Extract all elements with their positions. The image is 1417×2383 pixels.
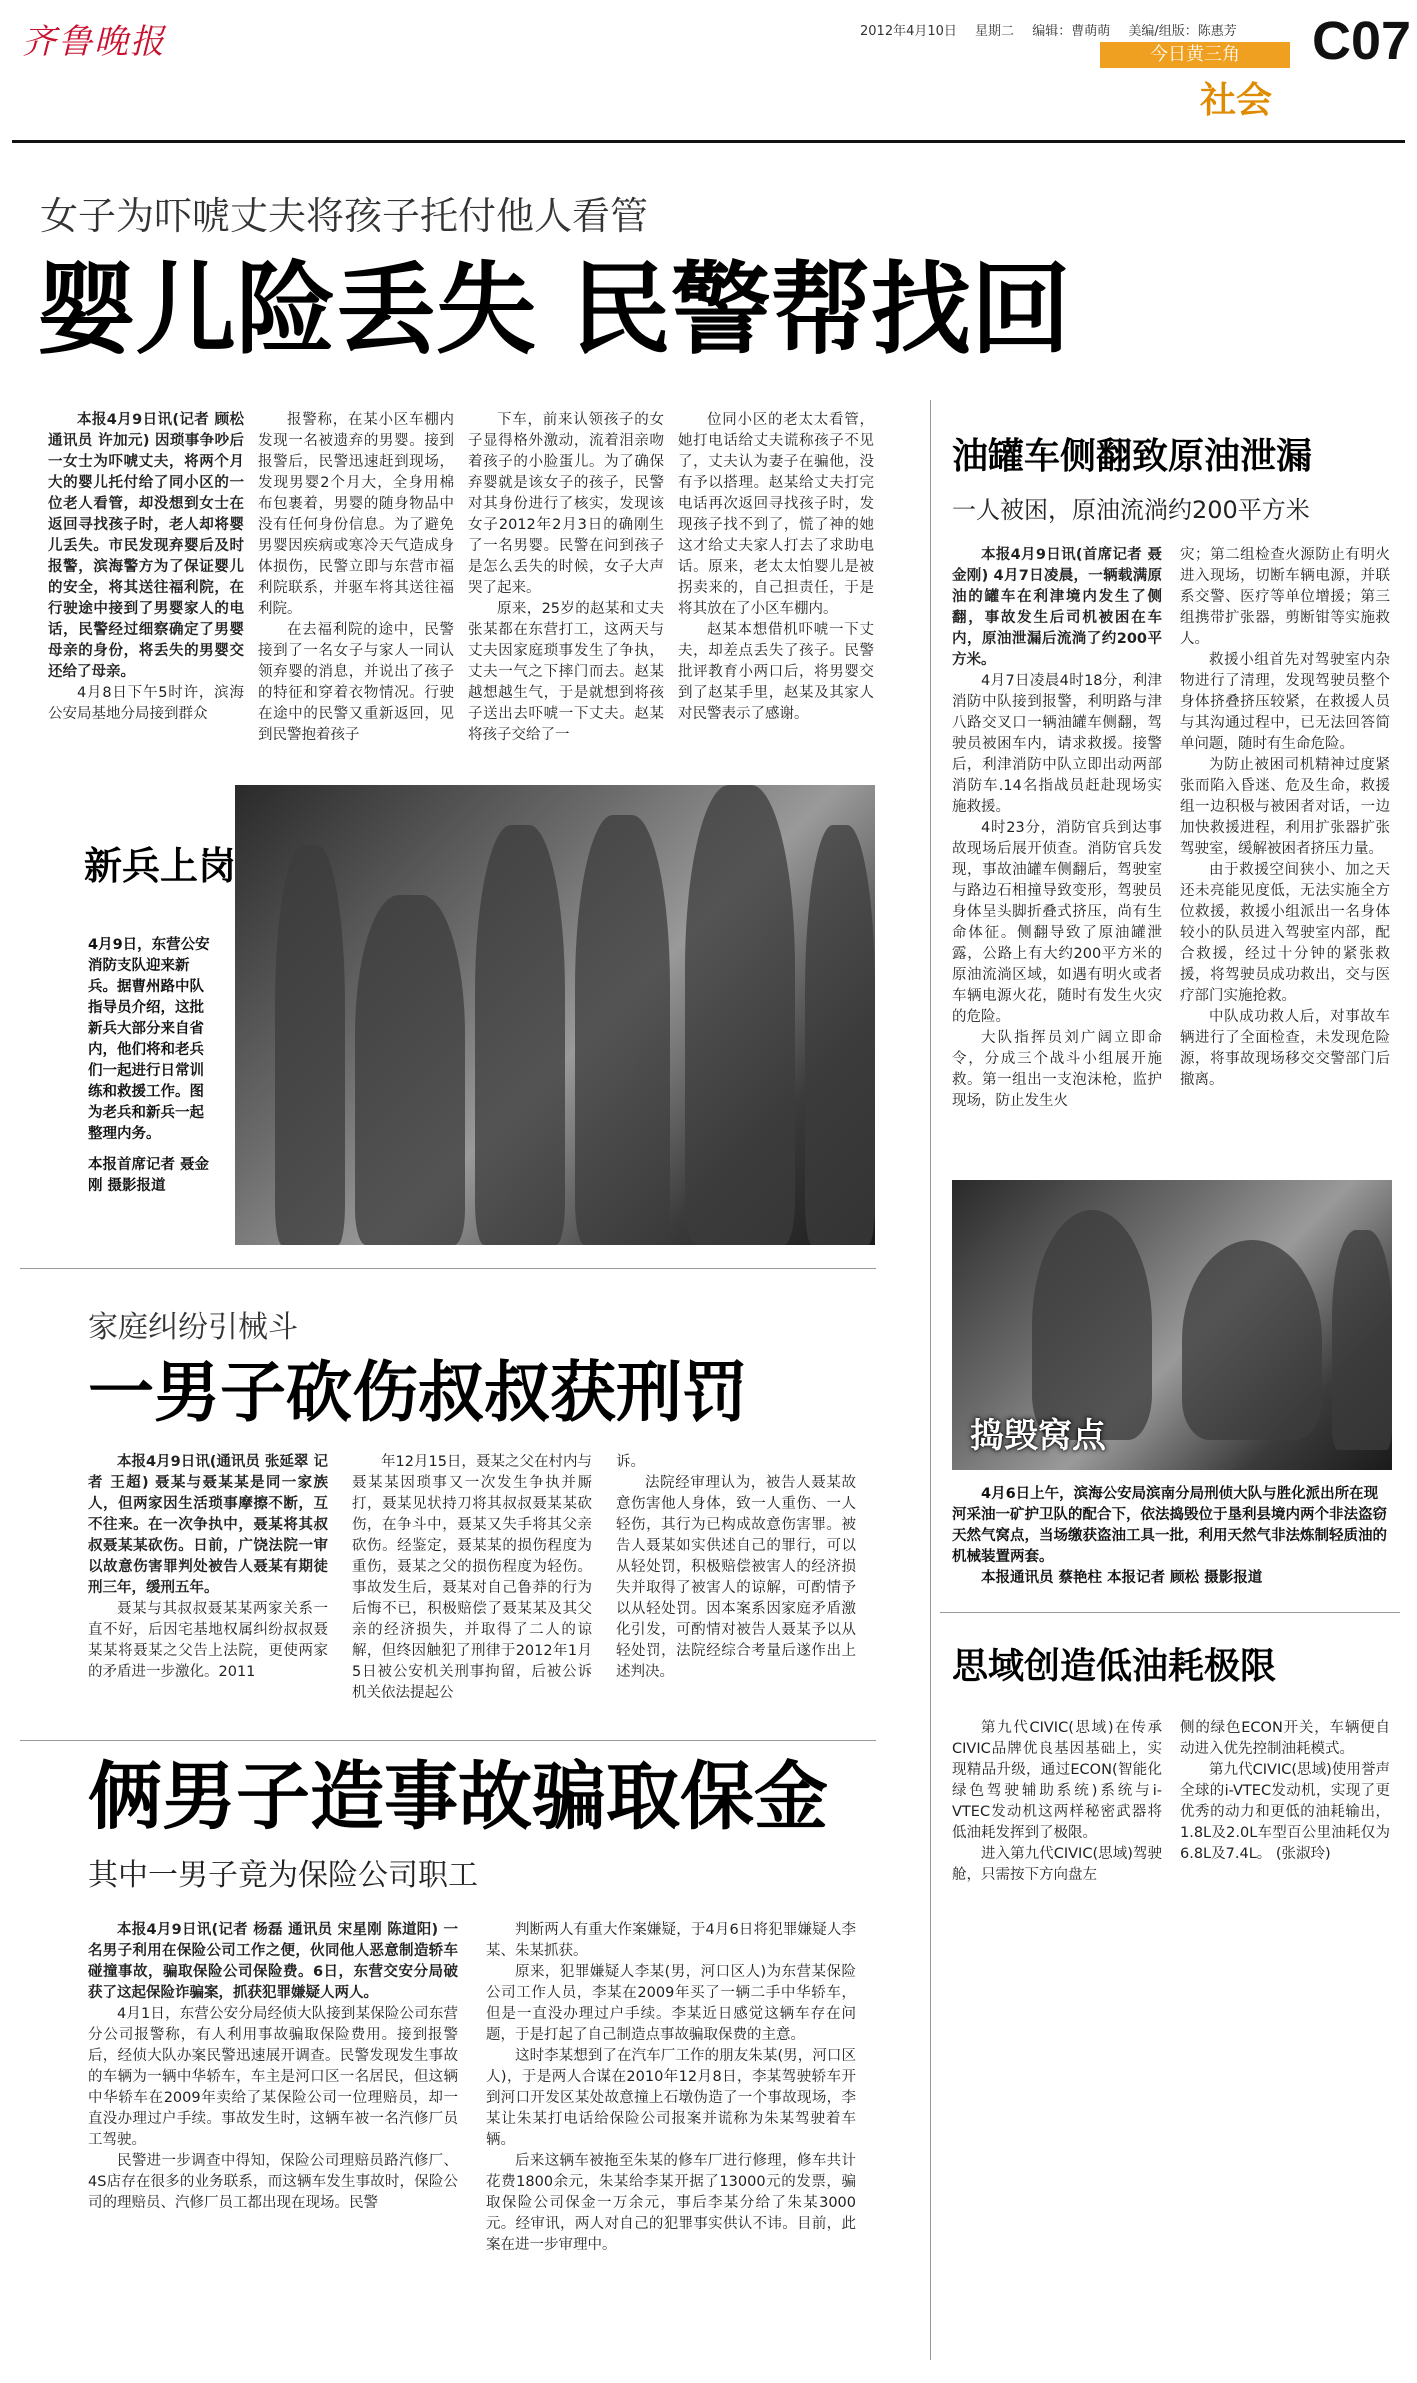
story5-text: 侧的绿色ECON开关，车辆便自动进入优先控制油耗模式。 (1180, 1720, 1390, 1757)
story1-text: 4月8日下午5时许，滨海公安局基地分局接到群众 (48, 685, 244, 722)
photo-figure (355, 895, 465, 1245)
story2-column-1 (88, 1452, 328, 1683)
divider (940, 1612, 1400, 1613)
story2-column-3 (616, 1452, 856, 1683)
story3-headline: 俩男子造事故骗取保金 (88, 1754, 828, 1840)
story3-column-1 (88, 1920, 458, 2214)
photo1-caption-text: 4月9日，东营公安消防支队迎来新兵。据曹州路中队指导员介绍，这批新兵大部分来自省内，他们将和老兵们一起进行日常训练和救援工作。图为老兵和新兵一起整理内务。 (88, 937, 210, 1142)
photo-figure (1332, 1230, 1392, 1450)
story5-text: 第九代CIVIC(思域)在传承CIVIC品牌优良基因基础上，实现精品升级，通过ECON(智能化绿色驾驶辅助系统)系统与i-VTEC发动机这两样秘密武器将低油耗发挥到了极限。 (952, 1720, 1162, 1841)
story1-text: 在去福利院的途中，民警接到了一名女子与家人一同认领弃婴的消息，并说出了孩子的特征和穿着衣物情况。行驶在途中的民警又重新返回，见到民警抱着孩子 (258, 622, 454, 743)
story1-text: 报警称，在某小区车棚内发现一名被遗弃的男婴。接到报警后，民警迅速赶到现场，发现男婴2个月大，全身用棉布包裹着，男婴的随身物品中没有任何身份信息。为了避免男婴因疾病或寒冷天气造成身体损伤，民警立即与东营市福利院联系，并驱车将其送往福利院。 (258, 412, 454, 617)
photo-figure (805, 825, 875, 1245)
masthead-rule (12, 140, 1405, 143)
story4-text: 4月7日凌晨4时18分，利津消防中队接到报警，利明路与津八路交叉口一辆油罐车侧翻，驾驶员被困车内，请求救援。接警后，利津消防中队立即出动两部消防车.14名指战员赶赴现场实施救援。 (952, 673, 1162, 815)
story1-column-4 (678, 410, 874, 725)
story4-text: 灾；第二组检查火源防止有明火进入现场，切断车辆电源，并联系交警、医疗等单位增援；第三组携带扩张器，剪断钳等实施救人。 (1180, 547, 1390, 647)
story4-text: 为防止被困司机精神过度紧张而陷入昏迷、危及生命，救援组一边积极与被困者对话，一边加快救援进程，利用扩张器扩张驾驶室，缓解被困者挤压力量。 (1180, 757, 1390, 857)
story3-text: 4月1日，东营公安分局经侦大队接到某保险公司东营分公司报警称，有人利用事故骗取保险费用。接到报警后，经侦大队办案民警迅速展开调查。民警发现发生事故的车辆为一辆中华轿车，车主是河口区一名居民，但这辆中华轿车在2009年卖给了某保险公司一位理赔员，却一直没办理过户手续。事故发生时，这辆车被一名汽修厂员工驾驶。 (88, 2006, 458, 2148)
photo-figure (475, 825, 565, 1245)
story3-text: 民警进一步调查中得知，保险公司理赔员路汽修厂、4S店存在很多的业务联系，而这辆车发生事故时，保险公司的理赔员、汽修厂员工都出现在现场。民警 (88, 2153, 458, 2211)
photo1-caption (88, 935, 218, 1197)
photo2-credit: 本报通讯员 蔡艳柱 本报记者 顾松 摄影报道 (981, 1570, 1263, 1586)
story1-column-2 (258, 410, 454, 746)
story1-text: 赵某本想借机吓唬一下丈夫，却差点丢失了孩子。民警批评教育小两口后，将男婴交到了赵某手里，赵某及其家人对民警表示了感谢。 (678, 622, 874, 722)
photo-figure (275, 845, 345, 1245)
story1-text: 原来，25岁的赵某和丈夫张某都在东营打工，这两天与丈夫因家庭琐事发生了争执，丈夫一气之下摔门而去。赵某越想越生气，于是就想到将孩子送出去吓唬一下丈夫。赵某将孩子交给了一 (468, 601, 664, 743)
page-number: C07 (1312, 11, 1412, 71)
story4-text: 救援小组首先对驾驶室内杂物进行了清理，发现驾驶员整个身体挤叠挤压较紧，在救援人员与其沟通过程中，已无法回答简单问题，随时有生命危险。 (1180, 652, 1390, 752)
story1-kicker: 女子为吓唬丈夫将孩子托付他人看管 (40, 194, 649, 238)
story2-column-2 (352, 1452, 592, 1704)
story4-headline: 油罐车侧翻致原油泄漏 (952, 436, 1313, 477)
divider (20, 1740, 876, 1741)
story5-column-1 (952, 1718, 1162, 1886)
story3-text: 判断两人有重大作案嫌疑，于4月6日将犯罪嫌疑人李某、朱某抓获。 (486, 1922, 856, 1959)
story3-column-2 (486, 1920, 856, 2256)
column-divider (930, 400, 931, 2360)
story4-text: 本报4月9日讯(首席记者 聂金刚) 4月7日凌晨，一辆载满原油的罐车在利津境内发生了侧翻，事故发生后司机被困在车内，原油泄漏后流淌了约200平方米。 (952, 547, 1162, 668)
newspaper-logo: 齐鲁晚报 (22, 22, 166, 62)
story1-text: 下车，前来认领孩子的女子显得格外激动，流着泪亲吻着孩子的小脸蛋儿。为了确保弃婴就是该女子的孩子，民警对其身份进行了核实，发现该女子2012年2月3日的确刚生了一名男婴。民警在问到孩子是怎么丢失的时候，女子大声哭了起来。 (468, 412, 664, 596)
story4-text: 4时23分，消防官兵到达事故现场后展开侦查。消防官兵发现，事故油罐车侧翻后，驾驶室与路边石相撞导致变形，驾驶员身体呈头脚折叠式挤压，尚有生命体征。侧翻导致了原油罐泄露，公路上有大约200平方米的原油流淌区域，如遇有明火或者车辆电源火花，随时有发生火灾的危险。 (952, 820, 1162, 1025)
photo-figure (685, 785, 795, 1245)
photo-figure (1032, 1210, 1152, 1440)
story1-headline: 婴儿险丢失 民警帮找回 (36, 251, 1071, 368)
section-badge: 今日黄三角 (1100, 42, 1290, 68)
issue-meta (860, 20, 1251, 39)
story1-column-1 (48, 410, 244, 725)
story1-text: 位同小区的老太太看管，她打电话给丈夫谎称孩子不见了，丈夫认为妻子在骗他，没有予以搭理。赵某给丈夫打完电话再次返回寻找孩子时，发现孩子找不到了，慌了神的她这才给丈夫家人打去了求助电话。原来，老太太怕婴儿是被拐卖来的，自己担责任，于是将其放在了小区车棚内。 (678, 412, 874, 617)
story2-text: 年12月15日，聂某之父在村内与聂某某因琐事又一次发生争执并厮打，聂某见状持刀将其叔叔聂某某砍伤，在争斗中，聂某又失手将其父亲砍伤。经鉴定，聂某某的损伤程度为重伤，聂某之父的损伤程度为轻伤。事故发生后，聂某对自己鲁莽的行为后悔不已，积极赔偿了聂某某及其父亲的经济损失，并取得了二人的谅解，但终因触犯了刑律于2012年1月5日被公安机关刑事拘留，后被公诉机关依法提起公 (352, 1454, 592, 1701)
story4-column-1 (952, 545, 1162, 1112)
recruits-photo (235, 785, 875, 1245)
story5-column-2 (1180, 1718, 1390, 1865)
photo2-label: 捣毁窝点 (970, 1416, 1106, 1456)
story4-text: 由于救援空间狭小、加之天还未亮能见度低，无法实施全方位救援，救援小组派出一名身体较小的队员进入驾驶室内部，配合救援，经过十分钟的紧张救援，将驾驶员成功救出，交与医疗部门实施抢救。 (1180, 862, 1390, 1004)
photo2-caption (952, 1484, 1392, 1589)
photo-figure (1182, 1240, 1322, 1440)
section-name: 社会 (1200, 80, 1273, 121)
story4-column-2 (1180, 545, 1390, 1091)
story4-text: 中队成功救人后，对事故车辆进行了全面检查，未发现危险源，将事故现场移交交警部门后撤离。 (1180, 1009, 1390, 1088)
story2-text: 聂某与其叔叔聂某某两家关系一直不好，后因宅基地权属纠纷叔叔聂某某将聂某之父告上法院，更使两家的矛盾进一步激化。2011 (88, 1601, 328, 1680)
story3-text: 本报4月9日讯(记者 杨磊 通讯员 宋星刚 陈道阳) 一名男子利用在保险公司工作之便，伙同他人恶意制造轿车碰撞事故，骗取保险公司保险费。6日，东营交安分局破获了这起保险诈骗案，抓获犯罪嫌疑人两人。 (88, 1922, 458, 2001)
photo1-label: 新兵上岗 (84, 844, 237, 888)
photo-figure (575, 815, 670, 1245)
photo1-credit: 本报首席记者 聂金刚 摄影报道 (88, 1157, 210, 1194)
story5-text: 第九代CIVIC(思域)使用誉声全球的i-VTEC发动机，实现了更优秀的动力和更低的油耗输出，1.8L及2.0L车型百公里油耗仅为6.8L及7.4L。 (张淑玲) (1180, 1762, 1390, 1862)
story3-subhead: 其中一男子竟为保险公司职工 (88, 1858, 478, 1893)
divider (20, 1268, 876, 1269)
story3-text: 后来这辆车被拖至朱某的修车厂进行修理，修车共计花费1800余元，朱某给李某开据了13000元的发票，骗取保险公司保金一万余元，事后李某分给了朱某3000元。经审讯，两人对自己的犯罪事实供认不讳。目前，此案在进一步审理中。 (486, 2153, 856, 2253)
story1-text: 本报4月9日讯(记者 顾松 通讯员 许加元) 因琐事争吵后一女士为吓唬丈夫，将两个月大的婴儿托付给了同小区的一位老人看管，却没想到女士在返回寻找孩子时，老人却将婴儿丢失。市民发现弃婴后及时报警，滨海警方为了保证婴儿的安全，将其送往福利院，在行驶途中接到了男婴家人的电话，民警经过细察确定了男婴母亲的身份，将丢失的男婴交还给了母亲。 (48, 412, 244, 680)
story5-headline: 思域创造低油耗极限 (952, 1646, 1277, 1687)
story1-column-3 (468, 410, 664, 746)
story2-kicker: 家庭纠纷引械斗 (88, 1310, 298, 1345)
photo2-caption-text: 4月6日上午，滨海公安局滨南分局刑侦大队与胜化派出所在现河采油一矿护卫队的配合下，依法捣毁位于垦利县境内两个非法盗窃天然气窝点，当场缴获盗油工具一批，利用天然气非法炼制轻质油的机械装置两套。 (952, 1486, 1387, 1565)
story5-text: 进入第九代CIVIC(思域)驾驶舱，只需按下方向盘左 (952, 1846, 1162, 1883)
editor-credit: 编辑：曹萌萌 (1032, 24, 1111, 39)
story4-text: 大队指挥员刘广阔立即命令，分成三个战斗小组展开施救。第一组出一支泡沫枪，监护现场，防止发生火 (952, 1030, 1162, 1109)
designer-credit: 美编/组版：陈惠芳 (1128, 24, 1237, 39)
story2-text: 法院经审理认为，被告人聂某故意伤害他人身体，致一人重伤、一人轻伤，其行为已构成故意伤害罪。被告人聂某如实供述自己的罪行，可以从轻处罚，积极赔偿被害人的经济损失并取得了被害人的谅解，可酌情予以从轻处罚。因本案系因家庭矛盾激化引发，可酌情对被告人聂某予以从轻处罚，法院经综合考量后遂作出上述判决。 (616, 1475, 856, 1680)
story2-text: 本报4月9日讯(通讯员 张延翠 记者 王超) 聂某与聂某某是同一家族人，但两家因生活琐事摩擦不断，互不往来。在一次争执中，聂某将其叔叔聂某某砍伤。日前，广饶法院一审以故意伤害罪判处被告人聂某有期徒刑三年，缓刑五年。 (88, 1454, 328, 1596)
story4-subhead: 一人被困，原油流淌约200平方米 (952, 496, 1310, 524)
story3-text: 这时李某想到了在汽车厂工作的朋友朱某(男，河口区人)，于是两人合谋在2010年12月8日，李某驾驶轿车开到河口开发区某处故意撞上石墩伪造了一个事故现场，李某让朱某打电话给保险公司报案并谎称为朱某驾驶着车辆。 (486, 2048, 856, 2148)
story2-text: 诉。 (616, 1454, 645, 1470)
issue-date: 2012年4月10日 (860, 24, 957, 39)
issue-weekday: 星期二 (975, 24, 1015, 39)
story2-headline: 一男子砍伤叔叔获刑罚 (88, 1354, 748, 1431)
story3-text: 原来，犯罪嫌疑人李某(男，河口区人)为东营某保险公司工作人员，李某在2009年买了一辆二手中华轿车，但是一直没办理过户手续。李某近日感觉这辆车存在问题，于是打起了自己制造点事故骗取保费的主意。 (486, 1964, 856, 2043)
